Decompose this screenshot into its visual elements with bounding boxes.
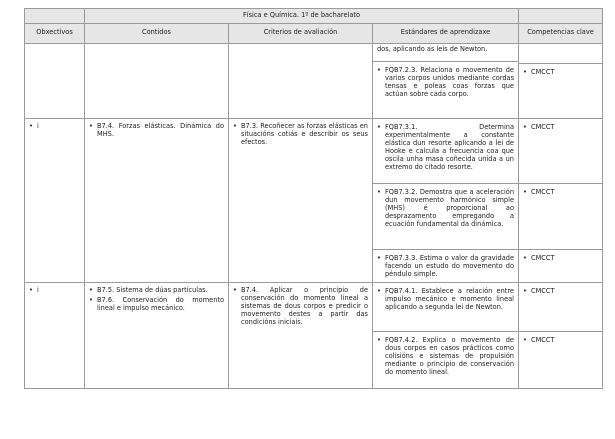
title-blank-cell xyxy=(519,9,603,24)
standard-text: FQB7.3.1. Determina experimentalmente a constante elástica dun resorte aplicando a lei de Hooke e calcula a frecuencia coa que oscila unha masa coñecida unida a un extremo do citado resorte. xyxy=(385,123,514,172)
standard-text: FQB7.2.3. Relaciona o movemento de varios corpos unidos mediante cordas tensas e poleas coas forzas que actúan sobre cada corpo. xyxy=(385,66,514,99)
standards-cell xyxy=(373,283,519,389)
content-cell xyxy=(85,44,229,119)
criterion-text: B7.3. Recoñecer as forzas elásticas en situacións cotiás e describir os seus efectos. xyxy=(241,122,368,147)
curriculum-page xyxy=(24,8,602,389)
header-row xyxy=(25,24,603,44)
objective-cell: • i xyxy=(25,283,85,389)
criterion-cell: • B7.3. Recoñecer as forzas elásticas en situacións cotiás e describir os seus efectos. xyxy=(229,119,373,283)
standard-text: FQB7.3.2. Demostra que a aceleración dun movemento harmónico simple (MHS) é proporcional ao desprazamento empregando a ecuación fundamental da dinámica. xyxy=(385,188,514,229)
objective-text: i xyxy=(37,122,39,130)
curriculum-table xyxy=(24,8,603,389)
standards-cell xyxy=(373,119,519,283)
table-title: Física e Química. 1º de bacharelato xyxy=(85,9,519,24)
table-row xyxy=(25,283,603,389)
criterion-cell xyxy=(229,44,373,119)
standard-text: FQB7.4.1. Establece a relación entre impulso mecánico e momento lineal aplicando a segunda lei de Newton. xyxy=(385,287,514,312)
content-cell: • B7.5. Sistema de dúas partículas. • B7.6. Conservación do momento lineal e impulso mecánico. xyxy=(85,283,229,389)
competence-text: CMCCT xyxy=(531,123,555,131)
header-competences: Competencias clave xyxy=(519,24,603,44)
standard-text: FQB7.3.3. Estima o valor da gravidade facendo un estudo do movemento do péndulo simple. xyxy=(385,254,514,279)
standard-item: • FQB7.4.1. Establece a relación entre impulso mecánico e momento lineal aplicando a segunda lei de Newton. xyxy=(373,283,518,332)
standard-text: FQB7.4.2. Explica o movemento de dous corpos en casos prácticos como colisións e sistemas de propulsión mediante o principio de conservación do momento lineal. xyxy=(385,336,514,377)
standard-item: • FQB7.2.3. Relaciona o movemento de varios corpos unidos mediante cordas tensas e poleas coas forzas que actúan sobre cada corpo. xyxy=(377,66,514,99)
competence-text: CMCCT xyxy=(531,254,555,262)
criterion-cell: • B7.4. Aplicar o principio de conservación do momento lineal a sistemas de dous corpos e predicir o movemento destes a partir das condicións iniciais. xyxy=(229,283,373,389)
table-row xyxy=(25,44,603,119)
standard-item: • FQB7.3.2. Demostra que a aceleración dun movemento harmónico simple (MHS) é proporcional ao desprazamento empregando a ecuación fundamental da dinámica. xyxy=(373,184,518,250)
competence-text: CMCCT xyxy=(531,188,555,196)
title-blank-cell xyxy=(25,9,85,24)
table-row xyxy=(25,119,603,283)
objective-cell xyxy=(25,44,85,119)
content-cell: • B7.4. Forzas elásticas. Dinámica do MHS. xyxy=(85,119,229,283)
standard-item: • FQB7.3.3. Estima o valor da gravidade facendo un estudo do movemento do péndulo simple. xyxy=(377,254,514,279)
table-title-row xyxy=(25,9,603,24)
competence-item: • CMCCT xyxy=(519,63,602,81)
standards-cell xyxy=(373,44,519,119)
competences-cell xyxy=(519,283,603,389)
content-text: B7.6. Conservación do momento lineal e impulso mecánico. xyxy=(97,296,224,313)
competence-item: • CMCCT xyxy=(519,331,602,388)
standard-item: • FQB7.4.2. Explica o movemento de dous corpos en casos prácticos como colisións e sistemas de propulsión mediante o principio de conservación do momento lineal. xyxy=(377,336,514,377)
criterion-text: B7.4. Aplicar o principio de conservación do momento lineal a sistemas de dous corpos e predicir o movemento destes a partir das condicións iniciais. xyxy=(241,286,368,327)
content-text: B7.5. Sistema de dúas partículas. xyxy=(97,286,208,294)
header-contents: Contidos xyxy=(85,24,229,44)
competences-cell xyxy=(519,119,603,283)
objective-cell: • i xyxy=(25,119,85,283)
standard-item: • FQB7.3.1. Determina experimentalmente a constante elástica dun resorte aplicando a lei de Hooke e calcula a frecuencia coa que oscila unha masa coñecida unida a un extremo do citado resorte. xyxy=(373,119,518,184)
competence-item: • CMCCT xyxy=(519,183,602,249)
competence-text: CMCCT xyxy=(531,287,555,295)
header-criteria: Criterios de avaliación xyxy=(229,24,373,44)
competences-cell xyxy=(519,44,603,119)
competence-text: CMCCT xyxy=(531,68,555,76)
competence-text: CMCCT xyxy=(531,336,555,344)
header-objectives: Obxectivos xyxy=(25,24,85,44)
standard-continuation: dos, aplicando as leis de Newton. xyxy=(373,44,518,62)
objective-text: i xyxy=(37,286,39,294)
competence-item: • CMCCT xyxy=(519,249,602,282)
competence-item: • CMCCT xyxy=(519,119,602,183)
competence-item: • CMCCT xyxy=(519,283,602,331)
content-text: B7.4. Forzas elásticas. Dinámica do MHS. xyxy=(97,122,224,139)
header-standards: Estándares de aprendizaxe xyxy=(373,24,519,44)
